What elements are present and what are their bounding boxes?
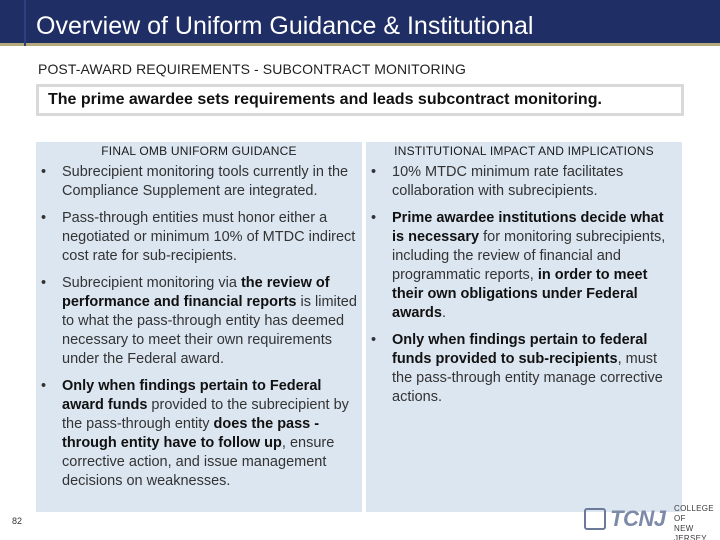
list-item: [366, 331, 682, 407]
list-item: [36, 274, 362, 369]
list-item: [36, 377, 362, 491]
title-bar-accent: [24, 0, 26, 46]
right-column-panel: [366, 161, 682, 512]
bullet-icon: •: [41, 164, 47, 180]
left-column-list: [36, 161, 362, 491]
bullet-icon: •: [371, 164, 377, 180]
logo-side-text: [674, 504, 720, 540]
logo-side-line-2: NEW JERSEY: [674, 524, 707, 540]
emphasis-text: Prime awardee institutions decide what is necessary: [392, 210, 664, 245]
list-item: [36, 163, 362, 201]
emphasis-text: Only when findings pertain to Federal award funds: [62, 378, 322, 413]
body-text: is limited to what the pass-through entity has deemed necessary to meet their own requirements under the Federal award.: [62, 294, 357, 367]
college-logo: [584, 500, 720, 540]
emphasis-text: does the pass -through entity have to follow up: [62, 416, 320, 451]
body-text: , ensure corrective action, and issue management decisions on weaknesses.: [62, 435, 335, 489]
body-text: , must the pass-through entity manage corrective actions.: [392, 351, 663, 405]
bullet-icon: •: [41, 275, 47, 291]
title-bar: [0, 0, 720, 46]
body-text: .: [441, 305, 447, 321]
body-text: for monitoring subrecipients, including the review of financial and programmatic reports,: [392, 229, 666, 283]
bullet-icon: •: [371, 210, 377, 226]
seal-icon: [584, 508, 606, 530]
bullet-icon: •: [41, 210, 47, 226]
slide-subtitle: POST-AWARD REQUIREMENTS - SUBCONTRACT MONITORING: [38, 61, 466, 77]
bullet-icon: •: [371, 332, 377, 348]
body-text: Pass-through entities must honor either a negotiated or minimum 10% of MTDC indirect cost rate for sub-recipients.: [62, 210, 356, 264]
emphasis-text: Only when findings pertain to federal funds provided to sub-recipients: [392, 332, 648, 367]
key-message-text: The prime awardee sets requirements and leads subcontract monitoring.: [39, 87, 681, 113]
right-column-list: [366, 161, 682, 407]
left-column-heading: [36, 142, 362, 161]
list-item: [366, 163, 682, 201]
body-text: 10% MTDC minimum rate facilitates collaboration with subrecipients.: [392, 164, 624, 199]
logo-side-line-1: COLLEGE OF: [674, 504, 714, 523]
body-text: Subrecipient monitoring via: [62, 275, 241, 291]
list-item: [366, 209, 682, 323]
right-column-heading: [366, 142, 682, 161]
right-column-heading-text: INSTITUTIONAL IMPACT AND IMPLICATIONS: [394, 144, 654, 158]
slide-title: Overview of Uniform Guidance & Institutional: [36, 12, 534, 40]
body-text: Subrecipient monitoring tools currently in the Compliance Supplement are integrated.: [62, 164, 349, 199]
left-column-heading-text: FINAL OMB UNIFORM GUIDANCE: [101, 144, 297, 158]
emphasis-text: in order to meet their own obligations under Federal awards: [392, 267, 648, 321]
slide-number: 82: [12, 516, 23, 526]
bullet-icon: •: [41, 378, 47, 394]
body-text: provided to the subrecipient by the pass-through entity: [62, 397, 349, 432]
logo-wordmark: TCNJ: [610, 506, 666, 531]
left-column-panel: [36, 161, 362, 512]
key-message-banner: [36, 84, 684, 116]
emphasis-text: the review of performance and financial reports: [62, 275, 330, 310]
list-item: [36, 209, 362, 266]
